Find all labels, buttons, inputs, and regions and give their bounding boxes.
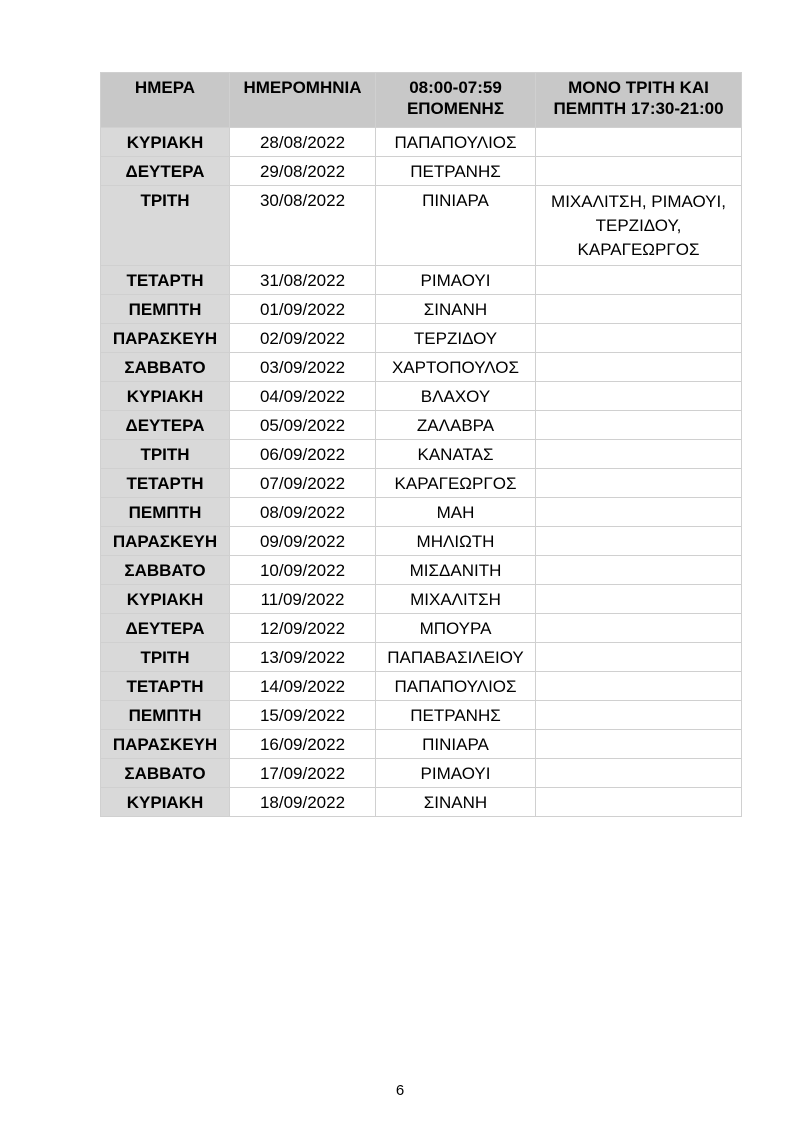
extra-shift-cell bbox=[536, 295, 742, 324]
extra-shift-cell bbox=[536, 672, 742, 701]
duty-roster-table bbox=[100, 72, 742, 817]
date-cell: 02/09/2022 bbox=[230, 324, 376, 353]
extra-shift-cell bbox=[536, 353, 742, 382]
date-cell: 30/08/2022 bbox=[230, 186, 376, 266]
duty-name-cell: ΠΑΠΑΠΟΥΛΙΟΣ bbox=[376, 672, 536, 701]
page-number: 6 bbox=[395, 1082, 405, 1099]
duty-name-cell: ΜΙΧΑΛΙΤΣΗ bbox=[376, 585, 536, 614]
day-cell: ΤΡΙΤΗ bbox=[101, 186, 230, 266]
day-cell: ΔΕΥΤΕΡΑ bbox=[101, 411, 230, 440]
date-cell: 05/09/2022 bbox=[230, 411, 376, 440]
duty-name-cell: ΠΑΠΑΒΑΣΙΛΕΙΟΥ bbox=[376, 643, 536, 672]
duty-name-cell: ΜΗΛΙΩΤΗ bbox=[376, 527, 536, 556]
day-cell: ΤΡΙΤΗ bbox=[101, 440, 230, 469]
date-cell: 04/09/2022 bbox=[230, 382, 376, 411]
day-cell: ΤΡΙΤΗ bbox=[101, 643, 230, 672]
extra-shift-cell bbox=[536, 324, 742, 353]
extra-shift-cell bbox=[536, 556, 742, 585]
date-cell: 11/09/2022 bbox=[230, 585, 376, 614]
day-cell: ΤΕΤΑΡΤΗ bbox=[101, 469, 230, 498]
table-row bbox=[101, 440, 742, 469]
day-cell: ΠΕΜΠΤΗ bbox=[101, 498, 230, 527]
duty-name-cell: ΖΑΛΑΒΡΑ bbox=[376, 411, 536, 440]
date-cell: 28/08/2022 bbox=[230, 128, 376, 157]
duty-name-cell: ΠΙΝΙΑΡΑ bbox=[376, 730, 536, 759]
duty-name-cell: ΠΑΠΑΠΟΥΛΙΟΣ bbox=[376, 128, 536, 157]
extra-shift-cell bbox=[536, 498, 742, 527]
table-header bbox=[101, 73, 742, 128]
extra-shift-cell bbox=[536, 411, 742, 440]
day-cell: ΠΑΡΑΣΚΕΥΗ bbox=[101, 527, 230, 556]
day-cell: ΚΥΡΙΑΚΗ bbox=[101, 128, 230, 157]
table-row bbox=[101, 266, 742, 295]
duty-name-cell: ΜΙΣΔΑΝΙΤΗ bbox=[376, 556, 536, 585]
extra-shift-cell bbox=[536, 585, 742, 614]
extra-shift-cell bbox=[536, 266, 742, 295]
table-row bbox=[101, 759, 742, 788]
date-cell: 06/09/2022 bbox=[230, 440, 376, 469]
day-cell: ΤΕΤΑΡΤΗ bbox=[101, 672, 230, 701]
extra-shift-cell bbox=[536, 440, 742, 469]
header-extra-shift: ΜΟΝΟ ΤΡΙΤΗ ΚΑΙ ΠΕΜΠΤΗ 17:30-21:00 bbox=[536, 73, 742, 128]
table-row bbox=[101, 157, 742, 186]
day-cell: ΠΕΜΠΤΗ bbox=[101, 701, 230, 730]
table-row bbox=[101, 527, 742, 556]
date-cell: 07/09/2022 bbox=[230, 469, 376, 498]
header-shift: 08:00-07:59 ΕΠΟΜΕΝΗΣ bbox=[376, 73, 536, 128]
date-cell: 16/09/2022 bbox=[230, 730, 376, 759]
table-row bbox=[101, 186, 742, 266]
duty-name-cell: ΧΑΡΤΟΠΟΥΛΟΣ bbox=[376, 353, 536, 382]
extra-shift-cell bbox=[536, 469, 742, 498]
day-cell: ΠΑΡΑΣΚΕΥΗ bbox=[101, 730, 230, 759]
table-row bbox=[101, 498, 742, 527]
table-row bbox=[101, 730, 742, 759]
duty-name-cell: ΠΙΝΙΑΡΑ bbox=[376, 186, 536, 266]
table-row bbox=[101, 585, 742, 614]
extra-shift-cell: ΜΙΧΑΛΙΤΣΗ, ΡΙΜΑΟΥΙ, ΤΕΡΖΙΔΟΥ, ΚΑΡΑΓΕΩΡΓΟΣ bbox=[536, 186, 742, 266]
table-row bbox=[101, 324, 742, 353]
duty-name-cell: ΤΕΡΖΙΔΟΥ bbox=[376, 324, 536, 353]
day-cell: ΠΕΜΠΤΗ bbox=[101, 295, 230, 324]
duty-name-cell: ΠΕΤΡΑΝΗΣ bbox=[376, 157, 536, 186]
date-cell: 17/09/2022 bbox=[230, 759, 376, 788]
day-cell: ΤΕΤΑΡΤΗ bbox=[101, 266, 230, 295]
duty-name-cell: ΣΙΝΑΝΗ bbox=[376, 788, 536, 817]
duty-name-cell: ΠΕΤΡΑΝΗΣ bbox=[376, 701, 536, 730]
duty-name-cell: ΣΙΝΑΝΗ bbox=[376, 295, 536, 324]
date-cell: 14/09/2022 bbox=[230, 672, 376, 701]
duty-name-cell: ΡΙΜΑΟΥΙ bbox=[376, 266, 536, 295]
date-cell: 01/09/2022 bbox=[230, 295, 376, 324]
duty-name-cell: ΒΛΑΧΟΥ bbox=[376, 382, 536, 411]
duty-name-cell: ΚΑΡΑΓΕΩΡΓΟΣ bbox=[376, 469, 536, 498]
table-row bbox=[101, 382, 742, 411]
table-row bbox=[101, 556, 742, 585]
table-row bbox=[101, 643, 742, 672]
date-cell: 31/08/2022 bbox=[230, 266, 376, 295]
extra-shift-cell bbox=[536, 614, 742, 643]
extra-shift-cell bbox=[536, 759, 742, 788]
table-row bbox=[101, 614, 742, 643]
table-row bbox=[101, 128, 742, 157]
extra-shift-cell bbox=[536, 382, 742, 411]
table-row bbox=[101, 788, 742, 817]
table-row bbox=[101, 295, 742, 324]
extra-shift-cell bbox=[536, 701, 742, 730]
day-cell: ΣΑΒΒΑΤΟ bbox=[101, 759, 230, 788]
date-cell: 10/09/2022 bbox=[230, 556, 376, 585]
table-row bbox=[101, 353, 742, 382]
date-cell: 18/09/2022 bbox=[230, 788, 376, 817]
day-cell: ΣΑΒΒΑΤΟ bbox=[101, 353, 230, 382]
table-row bbox=[101, 701, 742, 730]
duty-name-cell: ΡΙΜΑΟΥΙ bbox=[376, 759, 536, 788]
day-cell: ΔΕΥΤΕΡΑ bbox=[101, 614, 230, 643]
header-row bbox=[101, 73, 742, 128]
date-cell: 12/09/2022 bbox=[230, 614, 376, 643]
table-body bbox=[101, 128, 742, 817]
extra-shift-cell bbox=[536, 527, 742, 556]
duty-name-cell: ΜΠΟΥΡΑ bbox=[376, 614, 536, 643]
header-date: ΗΜΕΡΟΜΗΝΙΑ bbox=[230, 73, 376, 128]
day-cell: ΣΑΒΒΑΤΟ bbox=[101, 556, 230, 585]
table-row bbox=[101, 411, 742, 440]
day-cell: ΔΕΥΤΕΡΑ bbox=[101, 157, 230, 186]
extra-shift-cell bbox=[536, 730, 742, 759]
table-row bbox=[101, 469, 742, 498]
duty-name-cell: ΚΑΝΑΤΑΣ bbox=[376, 440, 536, 469]
duty-name-cell: ΜΑΗ bbox=[376, 498, 536, 527]
day-cell: ΚΥΡΙΑΚΗ bbox=[101, 382, 230, 411]
extra-shift-cell bbox=[536, 128, 742, 157]
day-cell: ΚΥΡΙΑΚΗ bbox=[101, 788, 230, 817]
table-row bbox=[101, 672, 742, 701]
date-cell: 15/09/2022 bbox=[230, 701, 376, 730]
date-cell: 09/09/2022 bbox=[230, 527, 376, 556]
extra-shift-cell bbox=[536, 157, 742, 186]
day-cell: ΠΑΡΑΣΚΕΥΗ bbox=[101, 324, 230, 353]
date-cell: 03/09/2022 bbox=[230, 353, 376, 382]
extra-shift-cell bbox=[536, 788, 742, 817]
header-day: ΗΜΕΡΑ bbox=[101, 73, 230, 128]
date-cell: 13/09/2022 bbox=[230, 643, 376, 672]
date-cell: 29/08/2022 bbox=[230, 157, 376, 186]
date-cell: 08/09/2022 bbox=[230, 498, 376, 527]
day-cell: ΚΥΡΙΑΚΗ bbox=[101, 585, 230, 614]
extra-shift-cell bbox=[536, 643, 742, 672]
